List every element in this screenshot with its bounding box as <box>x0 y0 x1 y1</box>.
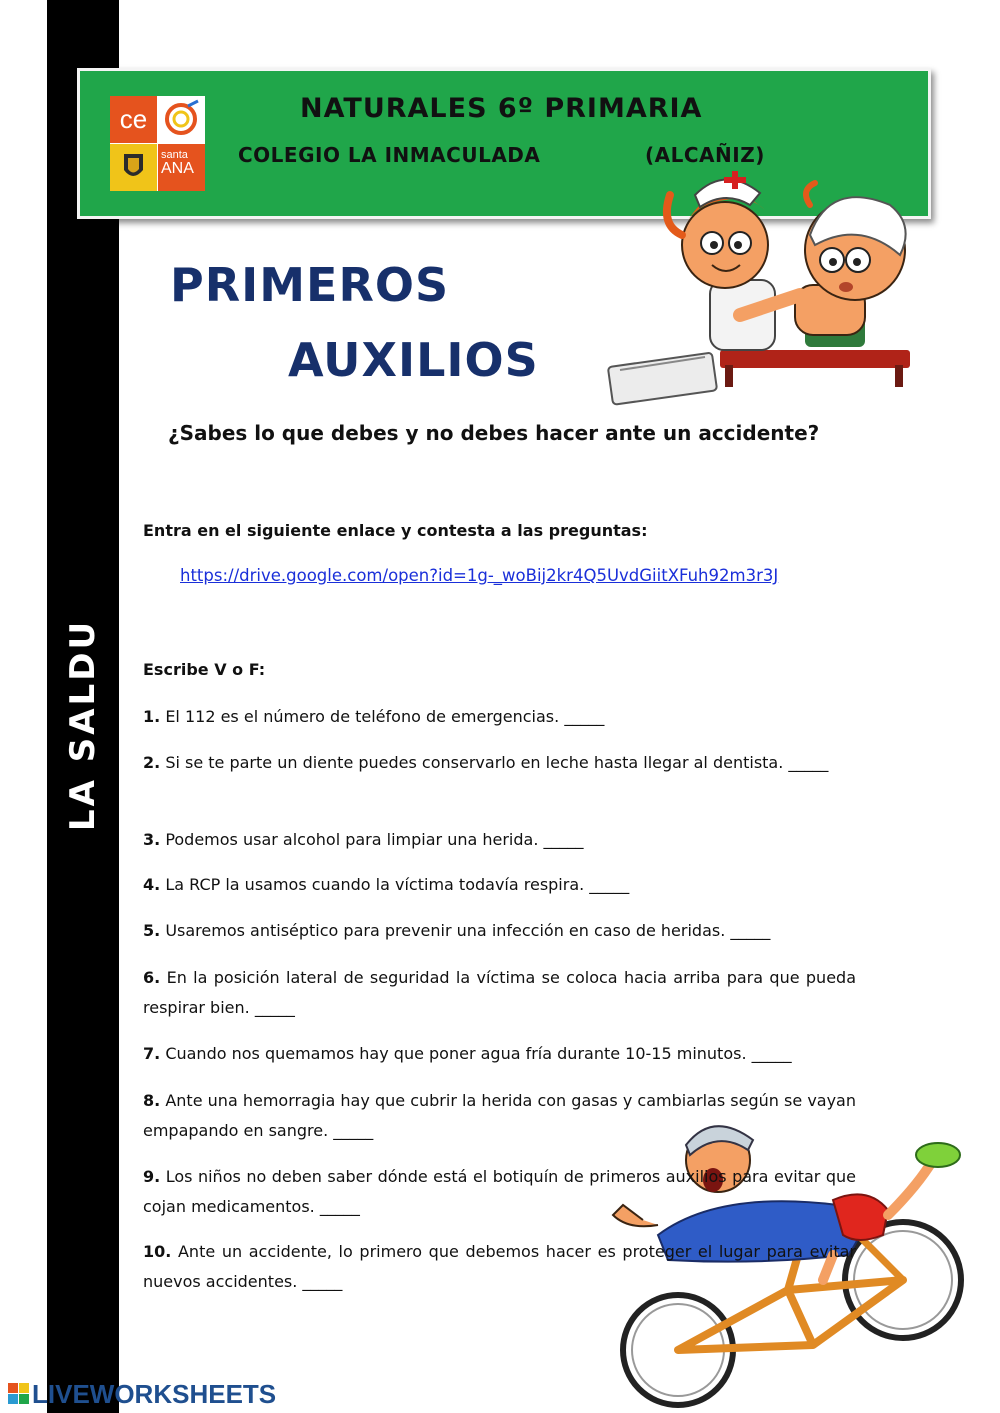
question-text: Los niños no deben saber dónde está el botiquín de primeros auxilios para evitar que cojan medicamentos. _____ <box>143 1167 856 1216</box>
true-false-heading: Escribe V o F: <box>143 660 266 679</box>
logo-ce: ce <box>110 96 157 143</box>
question-number: 5. <box>143 921 161 940</box>
header-title: NATURALES 6º PRIMARIA <box>300 93 703 124</box>
question-text: Ante un accidente, lo primero que debemos hacer es proteger el lugar para evitar nuevos accidentes. _____ <box>143 1242 856 1291</box>
question-item-2 <box>143 748 856 778</box>
logo-ring-icon <box>158 96 205 143</box>
question-number: 9. <box>143 1167 161 1186</box>
footer-brand-text: LIVEWORKSHEETS <box>32 1378 277 1409</box>
drive-link[interactable]: https://drive.google.com/open?id=1g-_woBij2kr4Q5UvdGiitXFuh92m3r3J <box>180 566 779 585</box>
question-number: 7. <box>143 1044 161 1063</box>
logo-ana: ANA <box>161 160 194 177</box>
page-title-line2: AUXILIOS <box>288 333 539 387</box>
question-number: 2. <box>143 753 161 772</box>
question-item-5 <box>143 916 856 946</box>
logo-crest-icon <box>110 144 157 191</box>
question-item-7 <box>143 1039 856 1069</box>
question-item-10 <box>143 1237 856 1297</box>
question-number: 10. <box>143 1242 172 1261</box>
question-text: El 112 es el número de teléfono de emergencias. _____ <box>165 707 605 726</box>
question-number: 6. <box>143 968 161 987</box>
header-city: (ALCAÑIZ) <box>645 143 765 167</box>
logo-santa: santa <box>161 149 188 161</box>
question-item-6 <box>143 963 856 1023</box>
question-text: Ante una hemorragia hay que cubrir la herida con gasas y cambiarlas según se vayan empapando en sangre. _____ <box>143 1091 857 1140</box>
question-item-9 <box>143 1162 856 1222</box>
question-number: 4. <box>143 875 161 894</box>
question-heading: ¿Sabes lo que debes y no debes hacer ante un accidente? <box>168 421 820 445</box>
question-number: 1. <box>143 707 161 726</box>
nurse-illustration <box>600 165 925 415</box>
liveworksheets-icon <box>8 1383 30 1405</box>
question-text: Podemos usar alcohol para limpiar una herida. _____ <box>165 830 584 849</box>
footer-brand <box>8 1379 276 1409</box>
question-text: La RCP la usamos cuando la víctima todavía respira. _____ <box>165 875 630 894</box>
sidebar-label: LA SALDU <box>63 618 103 832</box>
question-text: Si se te parte un diente puedes conservarlo en leche hasta llegar al dentista. _____ <box>165 753 829 772</box>
question-number: 8. <box>143 1091 161 1110</box>
question-text: Usaremos antiséptico para prevenir una infección en caso de heridas. _____ <box>165 921 771 940</box>
question-number: 3. <box>143 830 161 849</box>
school-logo <box>110 96 205 191</box>
instruction-text: Entra en el siguiente enlace y contesta a las preguntas: <box>143 521 648 540</box>
question-item-3 <box>143 825 856 855</box>
question-text: En la posición lateral de seguridad la víctima se coloca hacia arriba para que pueda respirar bien. _____ <box>143 968 857 1017</box>
header-school: COLEGIO LA INMACULADA <box>238 143 541 167</box>
question-text: Cuando nos quemamos hay que poner agua fría durante 10-15 minutos. _____ <box>165 1044 792 1063</box>
logo-santa-ana <box>158 144 205 191</box>
page-title-line1: PRIMEROS <box>170 258 450 312</box>
question-item-1 <box>143 702 856 732</box>
question-item-4 <box>143 870 856 900</box>
